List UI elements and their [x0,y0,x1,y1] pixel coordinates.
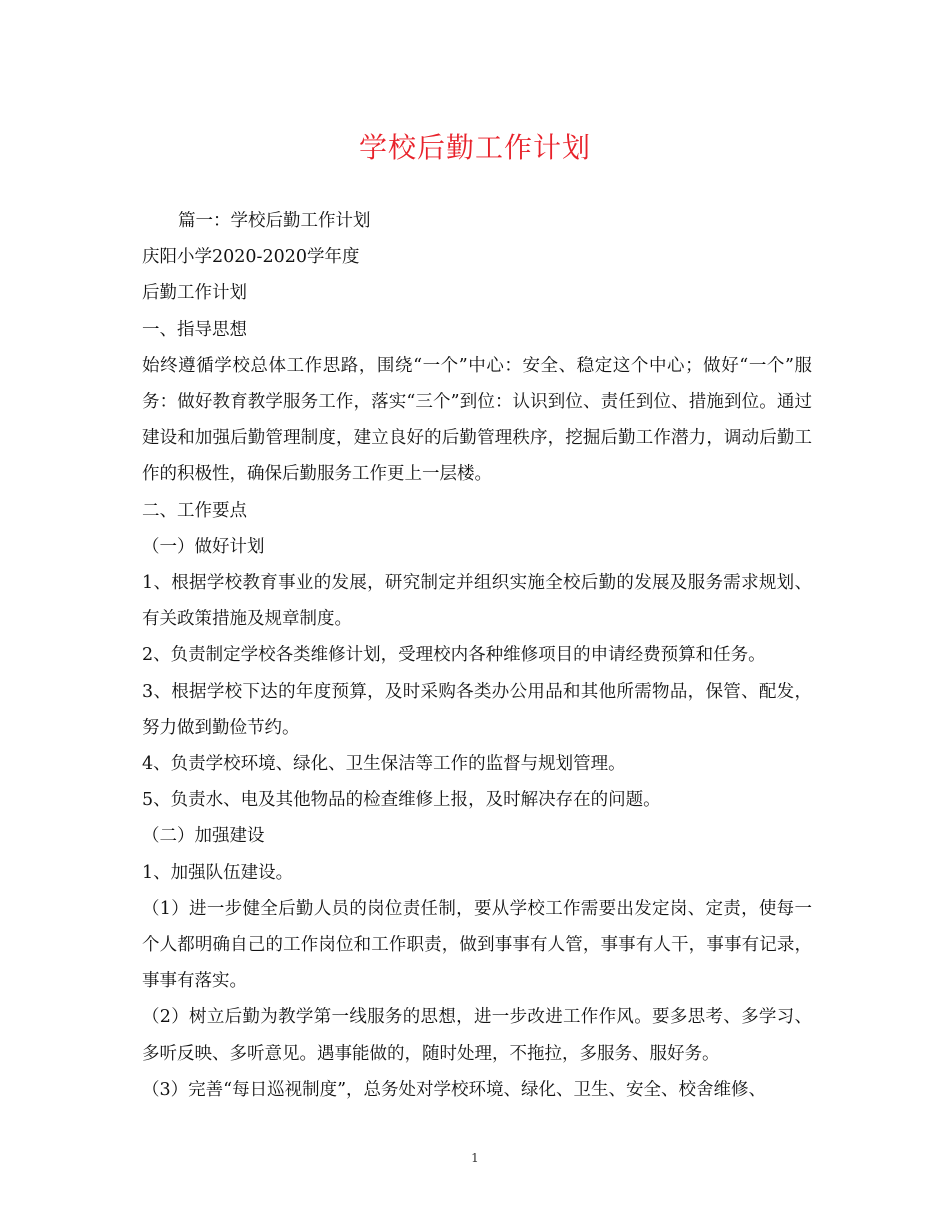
paragraph: 1、加强队伍建设。 [142,862,294,883]
paragraph: 3、根据学校下达的年度预算，及时采购各类办公用品和其他所需物品，保管、配发，努力做到勤俭节约。 [142,681,812,738]
paragraph: （3）完善“每日巡视制度”，总务处对学校环境、绿化、卫生、安全、校舍维修、 [142,1079,767,1100]
paragraph: 2、负责制定学校各类维修计划，受理校内各种维修项目的申请经费预算和任务。 [142,645,766,666]
paragraph-subtitle: 篇一：学校后勤工作计划 [178,211,371,231]
document-body [142,203,812,1108]
paragraph: 4、负责学校环境、绿化、卫生保洁等工作的监督与规划管理。 [142,754,626,775]
subsection-heading: （二）加强建设 [142,826,265,847]
paragraph: 5、负责水、电及其他物品的检查维修上报，及时解决存在的问题。 [142,790,661,811]
section-heading: 一、指导思想 [142,319,247,340]
paragraph: 庆阳小学2020-2020学年度 [142,247,360,268]
paragraph: 后勤工作计划 [142,283,247,304]
paragraph: （1）进一步健全后勤人员的岗位责任制，要从学校工作需要出发定岗、定责，使每一个人都明确自己的工作岗位和工作职责，做到事事有人管，事事有人干，事事有记录，事事有落实。 [142,898,812,992]
page-number: 1 [471,1151,479,1165]
section-heading: 二、工作要点 [142,500,247,521]
document-title: 学校后勤工作计划 [358,131,591,164]
paragraph: 始终遵循学校总体工作思路，围绕“一个”中心：安全、稳定这个中心；做好“一个”服务：做好教育教学服务工作，落实“三个”到位：认识到位、责任到位、措施到位。通过建设和加强后勤管理制度，建立良好的后勤管理秩序，挖掘后勤工作潜力，调动后勤工作的积极性，确保后勤服务工作更上一层楼。 [142,355,812,485]
subsection-heading: （一）做好计划 [142,536,265,557]
paragraph: 1、根据学校教育事业的发展，研究制定并组织实施全校后勤的发展及服务需求规划、有关政策措施及规章制度。 [142,573,812,630]
paragraph: （2）树立后勤为教学第一线服务的思想，进一步改进工作作风。要多思考、多学习、多听反映、多听意见。遇事能做的，随时处理，不拖拉，多服务、服好务。 [142,1007,812,1064]
